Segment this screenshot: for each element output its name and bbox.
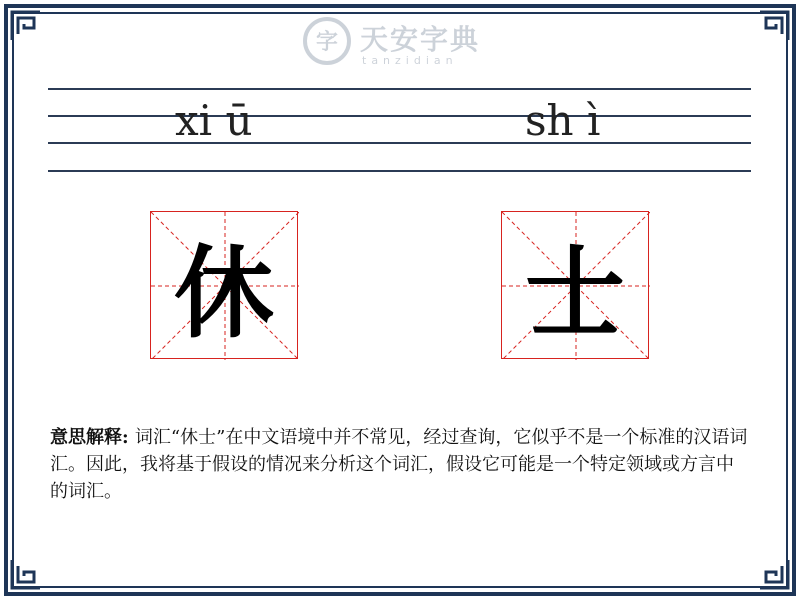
hanzi-character-2: 士	[525, 235, 625, 352]
watermark-subtitle: tanzidian	[362, 54, 458, 67]
pinyin-rule	[48, 115, 751, 117]
meaning-text: 词汇“休士”在中文语境中并不常见，经过查询，它似乎不是一个标准的汉语词汇。因此，我将基于假设的情况来分析这个词汇，假设它可能是一个特定领域或方言中的词汇。	[50, 427, 748, 502]
meaning-separator: :	[122, 427, 135, 448]
tianzige-box-2	[501, 211, 649, 359]
pinyin-syllable-2: sh ì	[525, 96, 601, 145]
corner-ornament-icon	[754, 4, 796, 46]
corner-ornament-icon	[4, 554, 46, 596]
hanzi-character-1: 休	[174, 235, 274, 352]
pinyin-rule	[48, 142, 751, 144]
pinyin-rule	[48, 170, 751, 172]
pinyin-rule	[48, 88, 751, 90]
watermark-logo-char: 字	[315, 30, 339, 55]
pinyin-syllable-1: xi ū	[175, 96, 253, 145]
meaning-label: 意思解释	[50, 427, 122, 448]
watermark-title: 天安字典	[360, 23, 481, 56]
meaning-paragraph	[50, 424, 750, 505]
watermark	[302, 14, 502, 74]
corner-ornament-icon	[4, 4, 46, 46]
tianzige-box-1	[150, 211, 298, 359]
pinyin-band	[48, 88, 751, 172]
watermark-logo-icon	[302, 16, 352, 66]
corner-ornament-icon	[754, 554, 796, 596]
